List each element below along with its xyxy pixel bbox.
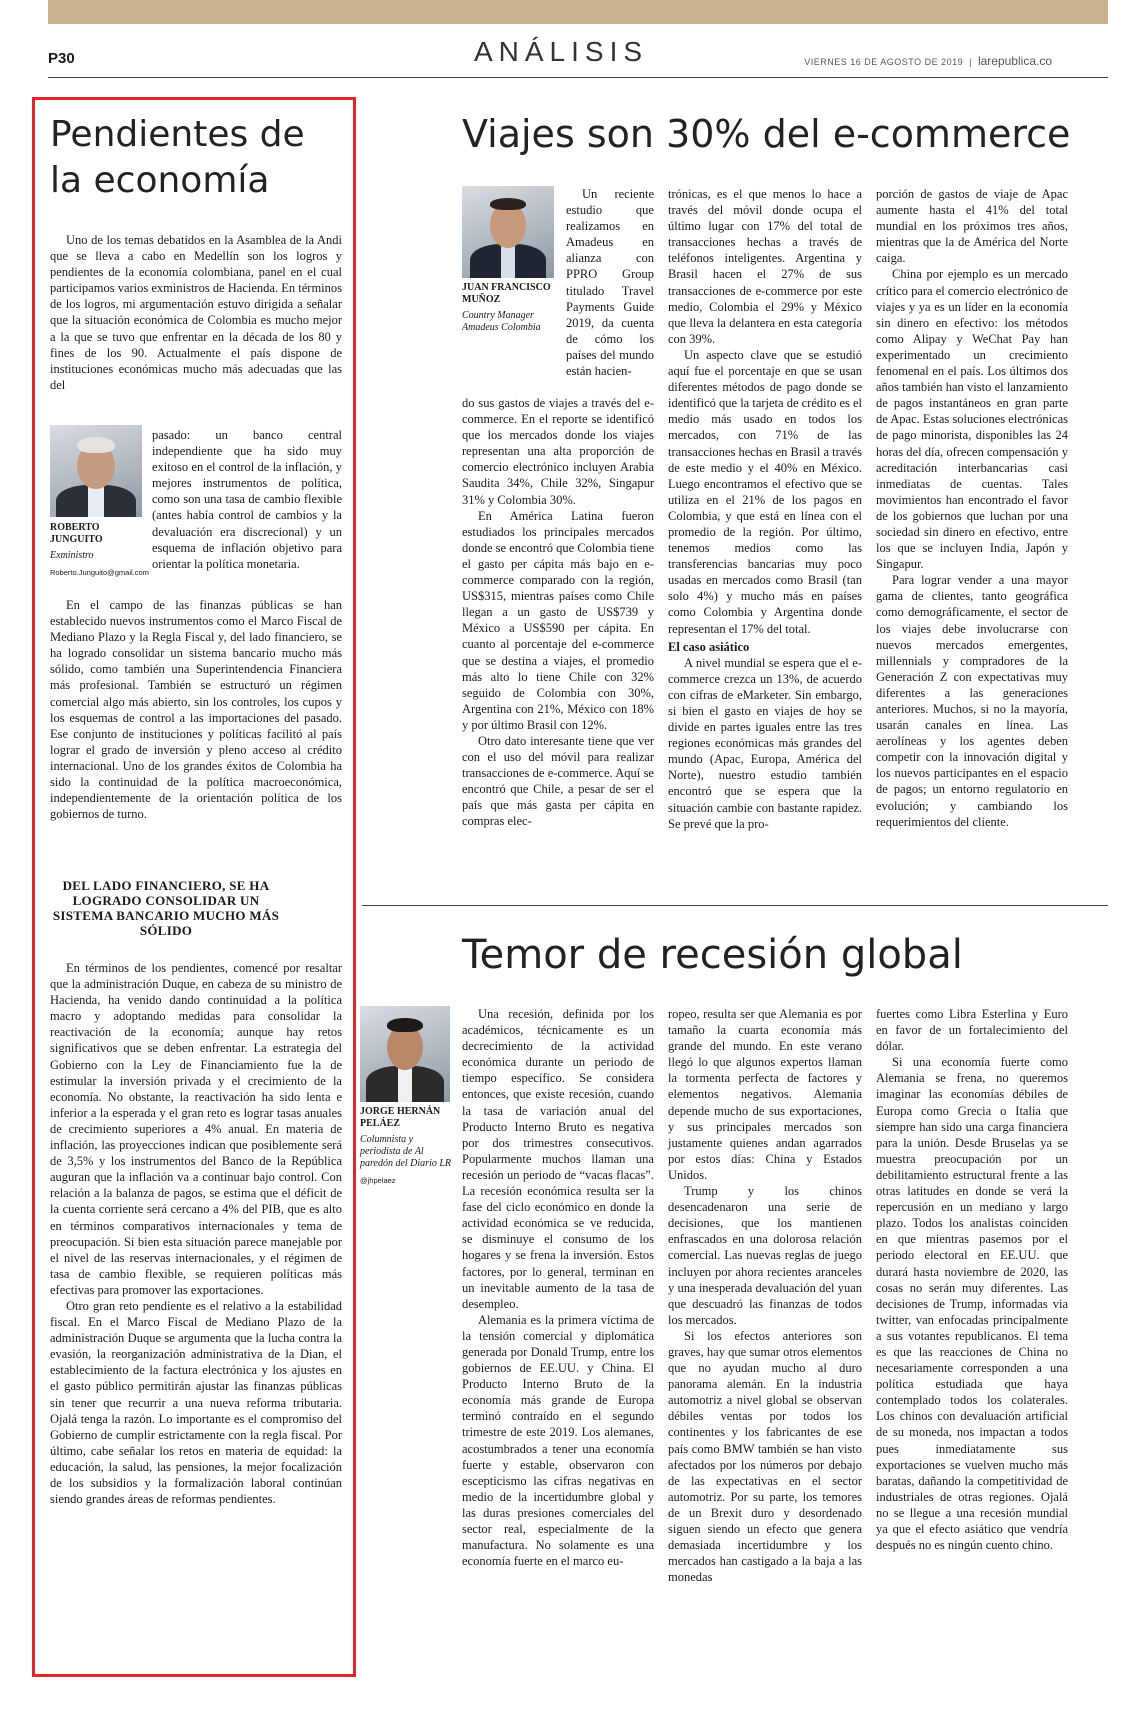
article-divider (362, 905, 1108, 906)
recession-article-paragraph: fuertes como Libra Esterlina y Euro en favor de un fortalecimiento del dólar. (876, 1007, 1068, 1054)
photo-shirt (398, 1066, 412, 1102)
travel-article-paragraph: porción de gastos de viaje de Apac aumente hasta el 41% del total mundial en los próximos tres años, mientras que la de América del Norte caiga. (876, 187, 1068, 266)
author-role: Columnista y periodista de Al paredón del Diario LR (360, 1134, 452, 1169)
recession-article-paragraph: Si los efectos anteriores son graves, hay que sumar otros elementos que no ayudan mucho al duro panorama alemán. En la industria automotriz a nivel global se observan débiles ventas por todos los continentes y los fabricantes de ese país como BMW también se han visto afectados por los números por debajo de las expectativas en el sector automotriz. Por su parte, los temores de un Brexit duro y desordenado siguen siendo un efecto que genera demasiada incertidumbre y los mercados han castigado a la baja a las monedas (668, 1328, 862, 1585)
author-handle[interactable]: @jhpelaez (360, 1176, 396, 1185)
travel-article-paragraph: do sus gastos de viajes a través del e-commerce. En el reporte se identificó que los mercados donde los viajes representan una alta proporción de comercio electrónico incluyen Arabia Saudita 34%, Chile 32%, Singapur 31% y Colombia 30%. (462, 396, 654, 507)
byline-junguito (50, 522, 149, 577)
top-color-band (48, 0, 1108, 24)
left-article-body (50, 597, 342, 822)
recession-article-paragraph: ropeo, resulta ser que Alemania es por tamaño la cuarta economía más grande del mundo. En este verano llegó lo que algunos expertos llaman la tormenta perfecta de factores y elementos negativos. Alemania depende mucho de sus exportaciones, y sus principales mercados son justamente quienes andan agarrados por estos días: China y Estados Unidos. (668, 1007, 862, 1182)
author-role: Country Manager Amadeus Colombia (462, 310, 541, 333)
travel-article-paragraph: Otro dato interesante tiene que ver con el uso del móvil para realizar transacciones de e-commerce. Aquí se encontró que Chile, a pesar de ser el país que más gasta per cápita en compras elec- (462, 733, 654, 829)
photo-hair (490, 198, 526, 210)
author-photo-pelaez (360, 1006, 450, 1102)
author-photo-junguito (50, 425, 142, 517)
site-link[interactable]: larepublica.co (977, 54, 1052, 68)
author-name: ROBERTO JUNGUITO (50, 522, 103, 545)
travel-article-paragraph: China por ejemplo es un mercado crítico para el comercio electrónico de viajes y ya es un líder en la economía sin dinero en efectivo: los métodos como Alipay y WeChat Pay han experimentado un crecimiento fenomenal en el país. Los últimos dos años también han visto el lanzamiento de pagos instantáneos en gran parte de Apac. Estas soluciones electrónicas de pago minorista, disponibles las 24 horas del día, ofrecen compensación y acreditación interbancarias casi inmediatas de cuentas. Tales movimientos han encontrado el favor de los gobiernos que luchan por una sociedad sin dinero en efectivo, entre los que se incluyen India, Japón y Singapur. (876, 267, 1068, 572)
left-article-headline: Pendientes de la economía (50, 114, 305, 201)
recession-article-column-2 (668, 1006, 862, 1585)
left-article-paragraph: Uno de los temas debatidos en la Asamblea de la Andi que se lleva a cabo en Medellín son los logros y pendientes de la economía colombiana, panel en el cual participamos varios exministros de Hacienda. En términos de los logros, mi argumentación estuvo dirigida a señalar que la situación económica de Colombia es mucho mejor a la que se tuvo que enfrentar en la década de los 80 y fines de los 90. Actualmente el país dispone de instituciones económicas mucho más adecuadas que las del (50, 233, 342, 392)
recession-article-column-3 (876, 1006, 1068, 1553)
travel-article-paragraph: Para lograr vender a una mayor gama de clientes, tanto geográfica como demográficamente, el sector de los viajes debe involucrarse con nuevos mercados emergentes, millennials y compradores de la Generación Z con expectativas muy diferentes a las generaciones anteriores. Muchos, si no la mayoría, usarán canales en línea. Las aerolíneas y los agentes deben competir con la innovación digital y los nuevos participantes en el espacio de pagos; un entorno regulatorio en evolución; y cambiando los requerimientos del cliente. (876, 573, 1068, 829)
byline-munoz (462, 282, 560, 334)
photo-shirt (88, 485, 104, 517)
travel-article-column-2 (668, 186, 862, 832)
author-email[interactable]: Roberto.Junguito@gmail.com (50, 568, 149, 577)
travel-article-headline: Viajes son 30% del e-commerce (462, 112, 1071, 156)
travel-article-paragraph: Un reciente estudio que realizamos en Amadeus en alianza con PPRO Group titulado Travel Payments Guide 2019, da cuenta de cómo los países del mundo están hacien- (566, 187, 654, 379)
travel-article-subhead: El caso asiático (668, 639, 750, 654)
photo-hair (387, 1018, 423, 1032)
recession-article-paragraph: Una recesión, definida por los académicos, técnicamente es un decrecimiento de la actividad económica durante un periodo de tiempo específico. Se considera entonces, que existe recesión, cuando la tasa de variación anual del Producto Interno Bruto es negativa por dos trimestres consecutivos. Popularmente muchos llaman una recesión un periodo de “vacas flacas”. La recesión económica resulta ser la fase del ciclo económico en donde la actividad económica se ve reducida, se disminuye el consumo de los hogares y se frena la inversión. Estos factores, por lo general, terminan en un inevitable aumento de la tasa de desempleo. (462, 1007, 654, 1311)
recession-article-paragraph: Trump y los chinos desencadenaron una serie de decisiones, que los mantienen enfrascados en una dolorosa relación comercial. Las nuevas reglas de juego incluyen por ahora recientes aranceles y una inesperada devaluación del yuan que descuadró las finanzas de todos los mercados. (668, 1184, 862, 1327)
left-article-body-2 (50, 960, 342, 1507)
travel-article-paragraph: Un aspecto clave que se estudió aquí fue el porcentaje en que se usan diferentes métodos de pago donde se identificó que la tarjeta de crédito es el medio más usado en todos los mercados, con 71% de las transacciones hechas en Brasil a través de este medio y el 40% en México. Luego encontramos el efectivo que se utiliza en el 21% de los pagos en Colombia, y que está en línea con el promedio de la región. Por último, tenemos medios como las transferencias bancarias muy poco usadas en mercados como Brasil (tan solo 4%) y mucho más en países como Colombia y Argentina donde representan el 17% del total. (668, 347, 863, 636)
dateline (804, 54, 1052, 68)
recession-article-column-1 (462, 1006, 654, 1569)
author-role: Exministro (50, 550, 94, 561)
pull-quote: DEL LADO FINANCIERO, SE HA LOGRADO CONSOLIDAR UN SISTEMA BANCARIO MUCHO MÁS SÓLIDO (52, 878, 280, 938)
left-article-paragraph: Otro gran reto pendiente es el relativo a la estabilidad fiscal. En el Marco Fiscal de Mediano Plazo de la administración Duque se argumenta que la lucha contra la evasión, la reorganización administrativa de la Dian, el establecimiento de la factura electrónica y los ajustes en el gasto público permitirán ajustar las finanzas públicas sin tener que recurrir a una nueva reforma tributaria. Ojalá tenga la razón. Lo importante es el compromiso del Gobierno de cumplir estrictamente con la regla fiscal. Por último, cabe señalar los retos en materia de equidad: la educación, la salud, las pensiones, la mejor focalización de los subsidios y la formalización laboral continúan siendo grandes áreas de reformas pendientes. (50, 1298, 342, 1507)
byline-pelaez (360, 1106, 452, 1185)
dateline-separator: | (969, 57, 972, 67)
travel-article-column-3 (876, 186, 1068, 830)
recession-article-headline: Temor de recesión global (462, 932, 963, 978)
travel-article-column-1 (462, 395, 654, 830)
author-name: JUAN FRANCISCO MUÑOZ (462, 282, 551, 305)
left-article-paragraph: pasado: un banco central independiente que ha sido muy exitoso en el control de la inflación, y mejores instrumentos de política, como son una tasa de cambio flexible (antes había control de cambios y la devaluación era discrecional) y un esquema de inflación objetivo para orientar la política monetaria. (152, 428, 342, 571)
photo-hair (77, 437, 115, 453)
travel-article-paragraph: En América Latina fueron estudiados los principales mercados donde se encontró que Colombia tiene el gasto per cápita más bajo en e-commerce comparado con la región, US$315, mientras países como Chile llegan a un gasto de US$739 y México a US$590 per cápita. En cuanto al porcentaje del e-commerce que se destina a viajes, el promedio más alto lo tiene Chile con 32% seguido de Colombia con 30%, Argentina con 21%, México con 18% y por último Brasil con 12%. (462, 508, 654, 732)
left-article-intro (50, 232, 342, 393)
travel-article-paragraph: A nivel mundial se espera que el e-commerce crezca un 13%, de acuerdo con cifras de eMarketer. Sin embargo, si bien el gasto en viajes de hoy se divide en partes iguales entre las tres regiones económicas más grandes del mundo (Apac, Europa, América del Norte), nuestro estudio también encontró que se espera que la situación cambie con bastante rapidez. Se prevé que la pro- (668, 655, 862, 831)
travel-article-paragraph: trónicas, es el que menos lo hace a través del móvil donde ocupa el último lugar con 17% del total de transacciones hechas a través de teléfonos inteligentes. Argentina y Brasil hacen el 27% de sus transacciones de e-commerce por este medio, Colombia el 29% y México que lleva la delantera en esta categoría con 39%. (668, 187, 862, 346)
recession-article-paragraph: Si una economía fuerte como Alemania se frena, no queremos imaginar las economías débiles de Europa como Grecia o Italia que siempre han sido una carga financiera para la unión. Desde Bruselas ya se muestra preocupación por un debilitamiento estructural frente a las otras latitudes en donde se verá la repercusión en un mediano y largo plazo. Todos los analistas coinciden en que mientras pasemos por el periodo electoral en EE.UU. que durará hasta noviembre de 2020, las cosas no serán muy diferentes. Las decisiones de Trump, informadas via twitter, van enfocadas principalmente a sus votantes republicanos. El tema es que las reacciones de China no necesariamente corresponden a una política estudiada que haya contemplado todos los colaterales. Los chinos con devaluación artificial de su moneda, nos impactan a todos pues inmediatamente sus exportaciones se vuelven mucho más baratas, dañando la competitividad de industriales de otras regiones. Ojalá no se llegue a una recesión mundial ya que el efecto asiático que vendría después no es ningún cuento chino. (876, 1055, 1068, 1553)
travel-article-lead (566, 186, 654, 379)
recession-article-paragraph: Alemania es la primera víctima de la tensión comercial y diplomática generada por Donald Trump, entre los gobiernos de EE.UU. y China. El Producto Interno Bruto de la economía más grande de Europa terminó contraído en el segundo trimestre de este 2019. Los alemanes, acostumbrados a tener una economía fuerte y estable, observaron con escepticismo las cifras negativas en medio de la incertidumbre global y las duras presiones comerciales del sector real, especialmente de la manufactura. No solamente es una economía fuerte en el marco eu- (462, 1312, 654, 1569)
issue-date: VIERNES 16 DE AGOSTO DE 2019 (804, 57, 964, 67)
author-name: JORGE HERNÁN PELÁEZ (360, 1106, 441, 1129)
section-title: ANÁLISIS (473, 36, 649, 67)
photo-shirt (501, 244, 515, 278)
author-photo-munoz (462, 186, 554, 278)
left-article-paragraph: En el campo de las finanzas públicas se han establecido nuevos instrumentos como el Marco Fiscal de Mediano Plazo y la Regla Fiscal y, del lado financiero, se ha logrado consolidar un sistema bancario mucho más sólido, como también una Superintendencia Financiera más profesional. También se estructuró un régimen comercial algo más abierto, sin los controles, los cupos y los esquemas de control a las importaciones del pasado. Ese conjunto de instituciones y políticas facilitó al país lograr el grado de inversión y pleno acceso al crédito internacional. Uno de los grandes éxitos de Colombia ha sido la continuidad de la política macroeconómica, independientemente de la orientación política de los gobiernos de turno. (50, 598, 342, 822)
left-article-paragraph: En términos de los pendientes, comencé por resaltar que la administración Duque, en cabeza de su ministro de Hacienda, ha venido dando continuidad a la política macro y adoptando medidas para consolidar la reactivación de la economía; aunque hay retos significativos que se deben enfrentar. La estrategia del Gobierno con la Ley de Financiamiento fue la de estimular la inversión privada y el crecimiento de la economía. No obstante, la reactivación ha sido lenta e inferior a la esperada y el gran reto es lograr tasas anuales de crecimiento superiores a 4% anual. En materia de inflación, las proyecciones indican que posiblemente será de 3,5% y los instrumentos del Banco de la República auguran que la inflación va a continuar bajo control. Con relación a la balanza de pagos, se estima que el déficit de la cuenta corriente será cercano a 4% del PIB, que es alto en términos comparativos internacionales y tema de preocupación. Si bien esta situación parece manejable por el nivel de las reservas internacionales, y el régimen de tasa de cambio flexible, se requieren políticas más efectivas para promover las exportaciones. (50, 961, 342, 1297)
left-article-wrap-text (152, 427, 342, 572)
header-rule (48, 77, 1108, 78)
page-number: P30 (48, 50, 75, 67)
